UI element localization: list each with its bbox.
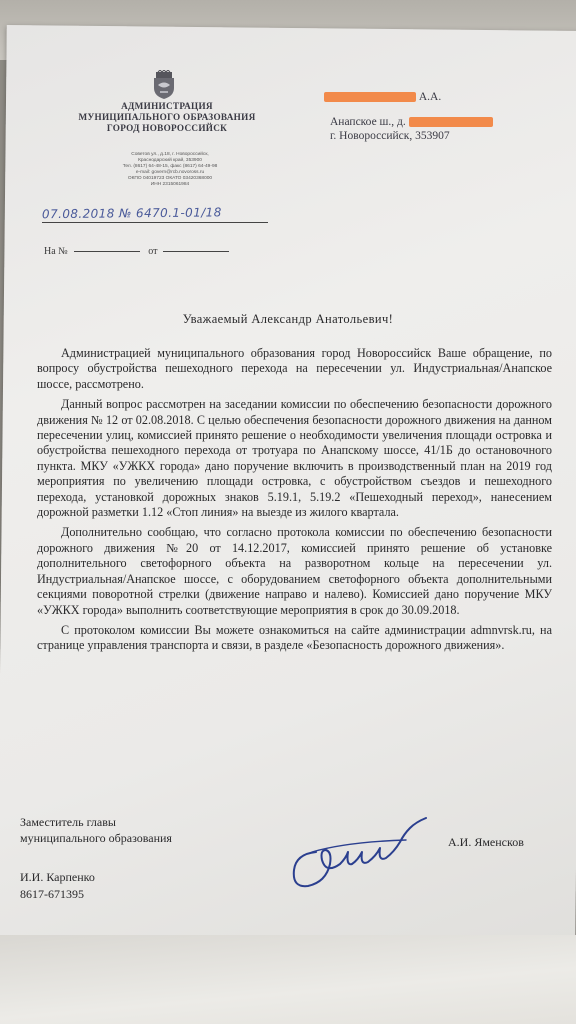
letter-paragraph: С протоколом комиссии Вы можете ознакомиться на сайте администрации admnvrsk.ru, на странице управления транспорта и связи, в разделе «Безопасность дорожного движения». (37, 622, 552, 653)
letter-body (37, 346, 552, 659)
salutation: Уважаемый Александр Анатольевич! (182, 312, 394, 326)
executor-name: И.И. Карпенко (20, 870, 95, 884)
na-blank-line (74, 251, 140, 252)
letter-paragraph: Данный вопрос рассмотрен на заседании комиссии по обеспечению безопасности дорожного движения № 12 от 02.08.2018. С целью обеспечения безопасности дорожного движения на данном пересечении улиц, комиссией принято решение о необходимости увеличения площади островка и обустройства пешеходного перехода от тротуара по Анапскому шоссе, 41/1Б до остановочного пункта. МКУ «УЖКХ города» дано поручение включить в производственный план на 2019 год мероприятия по увеличению площади островка, с обустройством съездов и пешеходного перехода, установкой дорожных знаков 5.19.1, 5.19.2 «Пешеходный переход», нанесением дорожной разметки 1.12 «Стоп линия» на выезде из жилого квартала. (37, 397, 552, 520)
signatory-title-line-1: Заместитель главы (20, 815, 116, 829)
ot-label: от (148, 246, 158, 257)
contact-line: Советов ул., д.18, г. Новороссийск, (131, 152, 209, 157)
underlying-sheet (0, 935, 576, 1024)
signatory-title-line-2: муниципального образования (20, 831, 172, 845)
contact-line: Краснодарский край, 353900 (138, 158, 202, 163)
reference-row (44, 246, 235, 257)
recipient-street: Анапское ш., д. (330, 115, 406, 128)
contact-line: ИНН 2315061984 (150, 182, 190, 187)
outgoing-number-handwritten: 07.08.2018 № 6470.1-01/18 (41, 205, 222, 222)
org-line-3: ГОРОД НОВОРОССИЙСК (106, 123, 228, 133)
executor-phone: 8617-671395 (20, 887, 84, 901)
organization-contacts (95, 152, 245, 188)
org-line-1: АДМИНИСТРАЦИЯ (121, 101, 213, 111)
recipient-street-line (330, 115, 560, 130)
coat-of-arms-icon (151, 70, 177, 100)
recipient-address (330, 90, 560, 144)
signatory-name: А.И. Яменсков (448, 835, 524, 849)
redaction-mark (324, 92, 416, 102)
letter-paragraph: Дополнительно сообщаю, что согласно протокола комиссии по обеспечению безопасности дорожного движения №20 от 14.12.2017, комиссией принято решение об установке дополнительного светофорного объекта на разворотном кольце на пересечении ул. Индустриальная/Анапское шоссе, с оборудованием светофорного объекта дополнительными секциями поворотной стрелки (движение направо и налево). Комиссией дано поручение МКУ «УЖКХ города» выполнить соответствующие мероприятия в срок до 30.09.2018. (37, 525, 552, 617)
outgoing-number-line (42, 222, 268, 223)
org-line-2: МУНИЦИПАЛЬНОГО ОБРАЗОВАНИЯ (78, 112, 256, 122)
recipient-name (330, 90, 560, 105)
letter-paragraph: Администрацией муниципального образования город Новороссийск Ваше обращение, по вопросу обустройства пешеходного перехода на пересечении ул. Индустриальная/Анапское шоссе, рассмотрено. (37, 346, 552, 391)
recipient-city: г. Новороссийск, 353907 (330, 130, 450, 142)
recipient-initials: А.А. (418, 91, 442, 103)
na-label: На № (44, 246, 68, 257)
ot-blank-line (163, 251, 229, 252)
contact-line: Тел. (8617) 64-48-15, факс (8617) 64-49-98 (122, 164, 218, 169)
executor-info (20, 869, 95, 903)
contact-line: e-mail: govern@rcb.novoross.ru (135, 170, 205, 175)
signatory-title (20, 814, 240, 846)
organization-header (42, 101, 292, 134)
contact-line: ОКПО 04019723 ОКАТО 03420368000 (127, 176, 213, 181)
handwritten-signature (286, 812, 446, 892)
redaction-mark (409, 117, 493, 127)
